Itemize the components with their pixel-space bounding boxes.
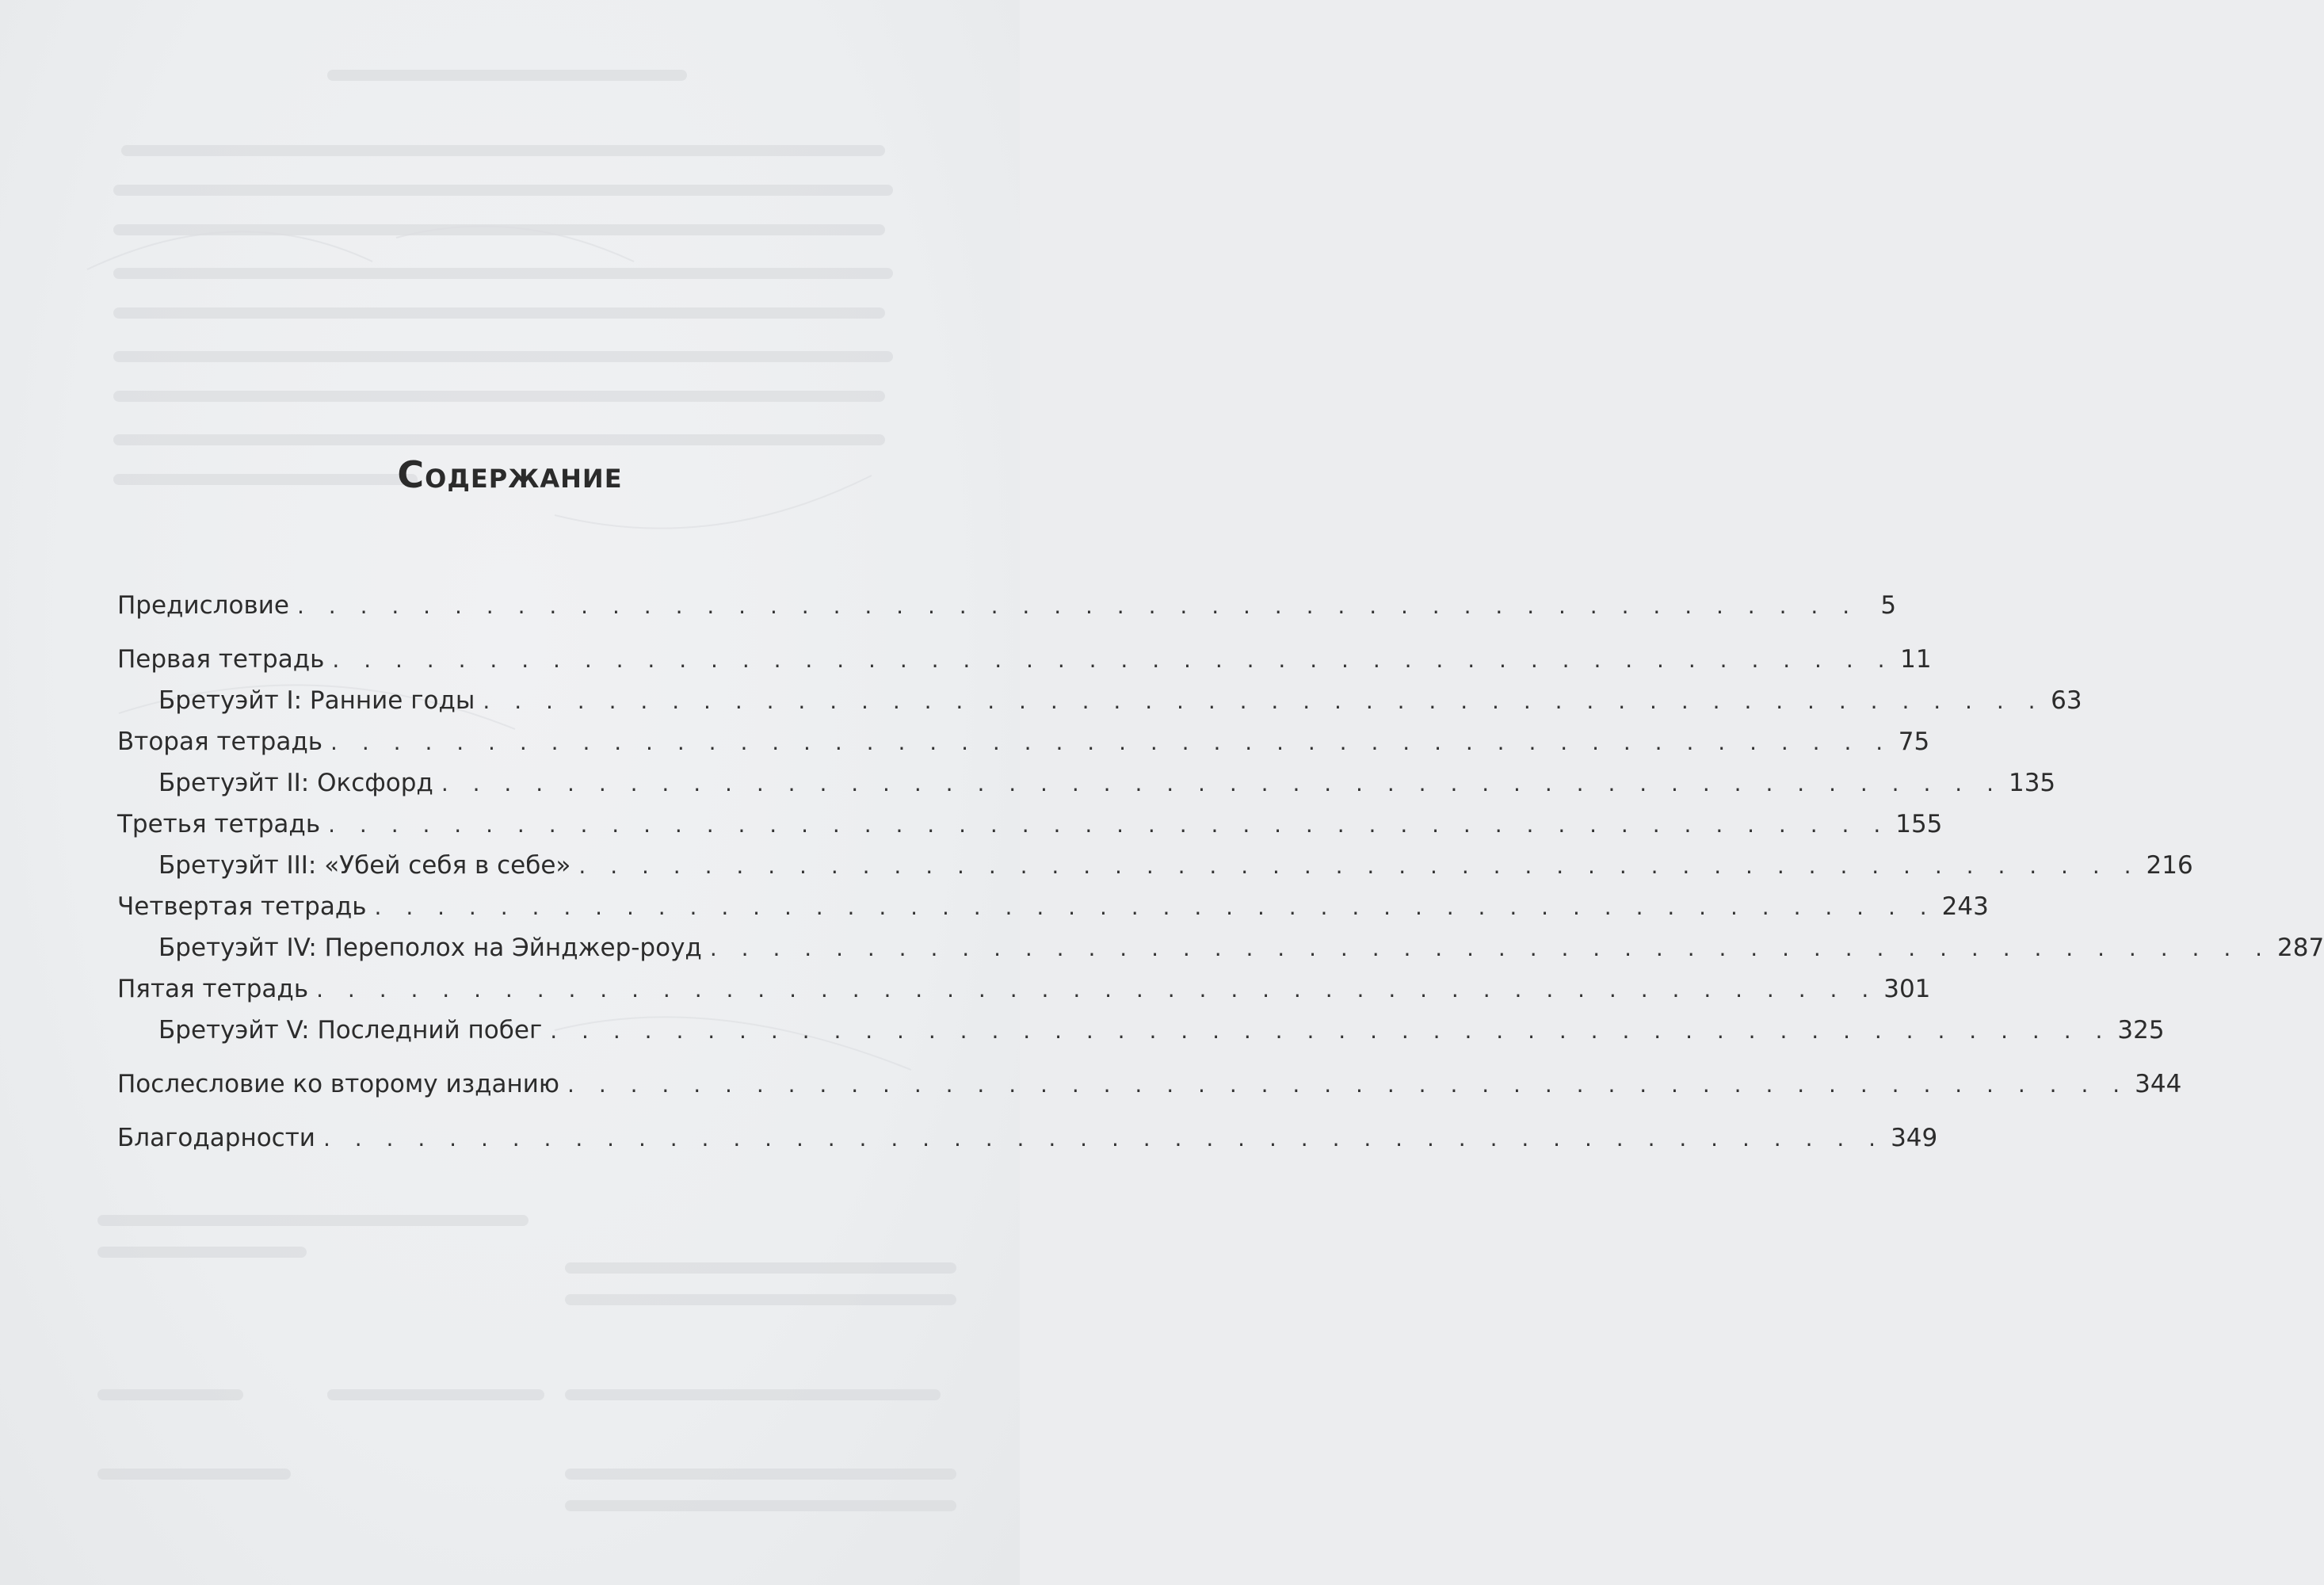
dot-leader: . . . . . . . . . . . . . . . . . . . . . . . . . . . . . . . . . . . . . . . . . . . . . . . . . . bbox=[330, 729, 1892, 755]
table-of-contents bbox=[117, 585, 2324, 1159]
toc-entry-page: 344 bbox=[2135, 1070, 2182, 1098]
toc-entry-page: 325 bbox=[2117, 1016, 2165, 1045]
toc-entry-title: Благодарности bbox=[117, 1124, 315, 1152]
dot-leader: . . . . . . . . . . . . . . . . . . . . . . . . . . . . . . . . . . . . . . . . . . . . . . . . . . bbox=[332, 647, 1894, 673]
toc-entry-title: Послесловие ко второму изданию bbox=[117, 1070, 560, 1098]
toc-entry-title: Вторая тетрадь bbox=[117, 728, 323, 756]
dot-leader: . . . . . . . . . . . . . . . . . . . . . . . . . . . . . . . . . . . . . . . . . . . . . . . . . . bbox=[322, 1125, 1885, 1152]
toc-entry-page: 155 bbox=[1895, 810, 1943, 838]
toc-entry-page: 5 bbox=[1880, 591, 1897, 620]
toc-entry-title: Предисловие bbox=[117, 591, 289, 620]
dot-leader: . . . . . . . . . . . . . . . . . . . . . . . . . . . . . . . . . . . . . . . . . . . . . . . . . . bbox=[328, 812, 1890, 838]
toc-entry bbox=[117, 1117, 1938, 1159]
dot-leader: . . . . . . . . . . . . . . . . . . . . . . . . . . . . . . . . . . . . . . . . . . . . . . . . . . bbox=[316, 976, 1878, 1003]
toc-entry bbox=[117, 721, 1930, 762]
dot-leader: . . . . . . . . . . . . . . . . . . . . . . . . . . . . . . . . . . . . . . . . . . . . . . . . . . bbox=[709, 935, 2272, 961]
dot-leader: . . . . . . . . . . . . . . . . . . . . . . . . . . . . . . . . . . . . . . . . . . . . . . . . . . bbox=[550, 1018, 2112, 1044]
toc-entry bbox=[117, 845, 2193, 886]
toc-entry-title: Бретуэйт V: Последний побег bbox=[158, 1016, 543, 1045]
toc-entry bbox=[117, 886, 1989, 927]
toc-entry-page: 243 bbox=[1941, 892, 1989, 921]
toc-entry bbox=[117, 762, 2056, 804]
toc-entry-page: 63 bbox=[2051, 686, 2082, 715]
toc-entry bbox=[117, 927, 2324, 968]
dot-leader: . . . . . . . . . . . . . . . . . . . . . . . . . . . . . . . . . . . . . . . . . . . . . . . . . . bbox=[441, 770, 2002, 796]
toc-entry-page: 75 bbox=[1898, 728, 1930, 756]
dot-leader: . . . . . . . . . . . . . . . . . . . . . . . . . . . . . . . . . . . . . . . . . . . . . . . . . . bbox=[374, 894, 1936, 920]
toc-entry-page: 135 bbox=[2008, 769, 2056, 797]
toc-entry-title: Первая тетрадь bbox=[117, 645, 325, 674]
dot-leader: . . . . . . . . . . . . . . . . . . . . . . . . . . . . . . . . . . . . . . . . . . . . . . . . . . bbox=[483, 688, 2044, 714]
toc-entry-title: Четвертая тетрадь bbox=[117, 892, 367, 921]
toc-entry-title: Третья тетрадь bbox=[117, 810, 321, 838]
dot-leader: . . . . . . . . . . . . . . . . . . . . . . . . . . . . . . . . . . . . . . . . . . . . . . . . . . bbox=[578, 853, 2140, 879]
toc-entry bbox=[117, 639, 1932, 680]
toc-entry bbox=[117, 585, 1897, 626]
toc-entry-page: 287 bbox=[2277, 934, 2324, 962]
toc-entry bbox=[117, 1064, 2182, 1105]
toc-entry-page: 216 bbox=[2146, 851, 2193, 880]
toc-entry-page: 11 bbox=[1900, 645, 1932, 674]
dot-leader: . . . . . . . . . . . . . . . . . . . . . . . . . . . . . . . . . . . . . . . . . . . . . . . . . . bbox=[296, 593, 1859, 619]
dot-leader: . . . . . . . . . . . . . . . . . . . . . . . . . . . . . . . . . . . . . . . . . . . . . . . . . . bbox=[567, 1071, 2129, 1098]
toc-entry bbox=[117, 968, 1931, 1010]
toc-entry bbox=[117, 680, 2082, 721]
toc-entry bbox=[117, 804, 1943, 845]
toc-entry-page: 301 bbox=[1883, 975, 1931, 1003]
toc-entry-title: Бретуэйт III: «Убей себя в себе» bbox=[158, 851, 571, 880]
toc-entry bbox=[117, 1010, 2165, 1051]
toc-entry-title: Бретуэйт I: Ранние годы bbox=[158, 686, 475, 715]
page-title: Содержание bbox=[397, 453, 623, 496]
toc-entry-title: Бретуэйт II: Оксфорд bbox=[158, 769, 433, 797]
toc-entry-title: Бретуэйт IV: Переполох на Эйнджер-роуд bbox=[158, 934, 702, 962]
toc-entry-page: 349 bbox=[1891, 1124, 1938, 1152]
toc-entry-title: Пятая тетрадь bbox=[117, 975, 309, 1003]
